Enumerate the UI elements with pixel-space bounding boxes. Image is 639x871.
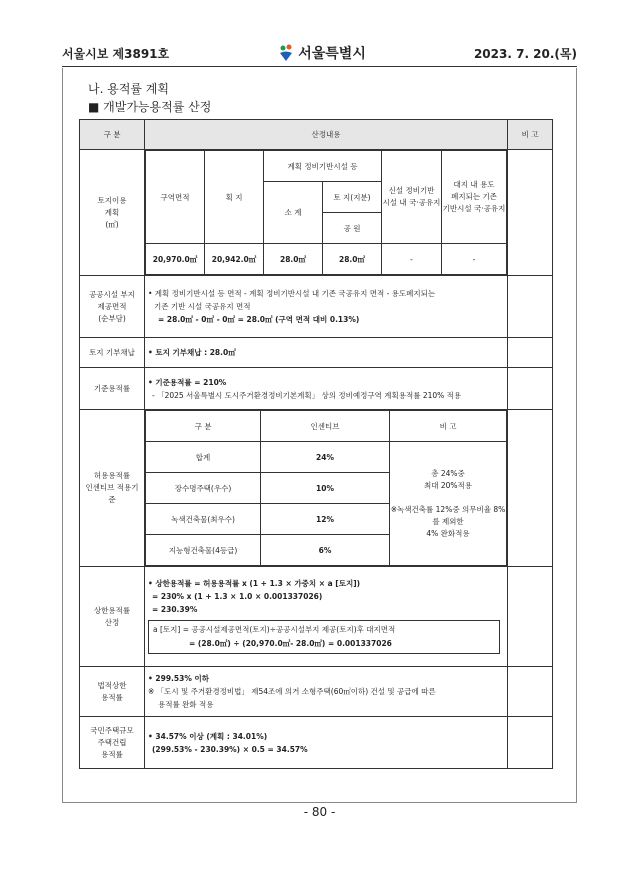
- national-label: 국민주택규모 주택건립 용적률: [80, 717, 145, 769]
- incentive-value: 24%: [261, 442, 390, 473]
- page-number: - 80 -: [303, 805, 336, 819]
- base-line: - 「2025 서울특별시 도시주거환경정비기본계획」 상의 정비예정구역 계획용적률 210% 적용: [152, 390, 462, 400]
- section-title: 나. 용적률 계획: [88, 82, 169, 96]
- land-value: 20,942.0㎡: [205, 244, 264, 275]
- land-area-header: 구역면적: [146, 151, 205, 244]
- row-upper-far: [80, 567, 553, 667]
- land-new-infra-header: 신설 정비기반 시설 내 국·공유지: [382, 151, 442, 244]
- upper-content: [145, 567, 508, 667]
- national-content: [145, 717, 508, 769]
- incentive-label: 허용용적률 인센티브 적용기준: [80, 410, 145, 567]
- upper-label: 상한용적률 산정: [80, 567, 145, 667]
- gazette-issue: 서울시보 제3891호: [62, 46, 170, 61]
- section-subtitle: ■ 개발가능용적률 산정: [88, 100, 212, 114]
- land-value: -: [382, 244, 442, 275]
- header-rule: [62, 66, 577, 67]
- incentive-name: 장수명주택(우수): [146, 473, 261, 504]
- far-calculation-table: [79, 119, 553, 769]
- incentive-head: 구 분: [146, 411, 261, 442]
- land-value: 20,970.0㎡: [146, 244, 205, 275]
- public-line: 기존 기반 시설 국공유지 면적: [154, 302, 251, 311]
- row-donation: [80, 338, 553, 368]
- base-content: [145, 368, 508, 410]
- incentive-value: 6%: [261, 535, 390, 566]
- land-value: 28.0㎡: [264, 244, 323, 275]
- land-site-header: 획 지: [205, 151, 264, 244]
- public-line: • 계획 정비기반시설 등 면적 - 계획 정비기반시설 내 기존 국공유지 면적 - 용도폐지되는: [148, 289, 436, 298]
- base-label: 기준용적률: [80, 368, 145, 410]
- legal-content: [145, 667, 508, 717]
- head-content: 산정내용: [145, 120, 508, 150]
- page-header: [62, 40, 577, 66]
- head-gubun: 구 분: [80, 120, 145, 150]
- row-legal-far: [80, 667, 553, 717]
- land-value: -: [442, 244, 507, 275]
- incentive-value: 10%: [261, 473, 390, 504]
- donation-text: • 토지 기부채납 : 28.0㎡: [145, 338, 508, 368]
- public-line: = 28.0㎡ - 0㎡ - 0㎡ = 28.0㎡ (구역 면적 대비 0.13%): [158, 315, 360, 324]
- public-label: 공공시설 부지 제공면적 (순부담): [80, 276, 145, 338]
- row-base-far: [80, 368, 553, 410]
- table-head-row: [80, 120, 553, 150]
- incentive-name: 지능형건축물(4등급): [146, 535, 261, 566]
- land-abolish-header: 대지 내 용도 폐지되는 기존 기반시설 국·공유지: [442, 151, 507, 244]
- publish-date: 2023. 7. 20.(목): [473, 46, 577, 61]
- row-public-facility: [80, 276, 553, 338]
- land-road-header: 토 지(지분): [323, 182, 382, 213]
- incentive-name: 합계: [146, 442, 261, 473]
- row-national-housing: [80, 717, 553, 769]
- legal-line: 용적률 완화 적용: [158, 700, 214, 709]
- formula-line: a [토지] = 공공시설제공면적(토지)÷공공시설부지 제공(토지)후 대지면적: [153, 625, 396, 634]
- donation-label: 토지 기부채납: [80, 338, 145, 368]
- incentive-value: 12%: [261, 504, 390, 535]
- row-incentive: [80, 410, 553, 567]
- formula-line: = (28.0㎡) ÷ (20,970.0㎡- 28.0㎡) = 0.001337026: [189, 639, 392, 648]
- land-use-subtable: [145, 150, 507, 275]
- incentive-note: 총 24%중 최대 20%적용 ※녹색건축률 12%중 의무비율 8%를 제외한 4% 완화적용: [390, 442, 507, 566]
- legal-line: • 299.53% 이하: [148, 674, 209, 683]
- national-line: • 34.57% 이상 (계획 : 34.01%): [148, 731, 268, 741]
- head-bigo: 비 고: [508, 120, 553, 150]
- incentive-name: 녹색건축물(최우수): [146, 504, 261, 535]
- national-line: (299.53% - 230.39%) × 0.5 = 34.57%: [152, 744, 308, 754]
- upper-line: • 상한용적률 = 허용용적률 x (1 + 1.3 × 가중치 × a [토지]): [148, 579, 361, 588]
- incentive-head: 인센티브: [261, 411, 390, 442]
- legal-line: ※ 「도시 및 주거환경정비법」 제54조에 의거 소형주택(60㎡이하) 건설 및 공급에 따른: [148, 687, 436, 696]
- seoul-logo-icon: [277, 44, 295, 62]
- public-content: [145, 276, 508, 338]
- legal-label: 법적상한 용적률: [80, 667, 145, 717]
- seoul-logo: [277, 43, 366, 63]
- section-heading: [88, 80, 211, 116]
- land-infra-header: 계획 정비기반시설 등: [264, 151, 382, 182]
- land-park-header: 공 원: [323, 213, 382, 244]
- land-label: 토지이용 계획 (㎡): [80, 150, 145, 276]
- upper-line: = 230.39%: [152, 605, 198, 614]
- row-land-use: [80, 150, 553, 276]
- base-line: • 기준용적률 = 210%: [148, 377, 227, 387]
- alpha-formula-box: [148, 620, 500, 654]
- land-subtotal-header: 소 계: [264, 182, 323, 244]
- logo-text: 서울특별시: [298, 46, 366, 62]
- land-value: 28.0㎡: [323, 244, 382, 275]
- upper-line: = 230% x (1 + 1.3 × 1.0 × 0.001337026): [152, 592, 323, 601]
- incentive-subtable: [145, 410, 507, 566]
- incentive-head: 비 고: [390, 411, 507, 442]
